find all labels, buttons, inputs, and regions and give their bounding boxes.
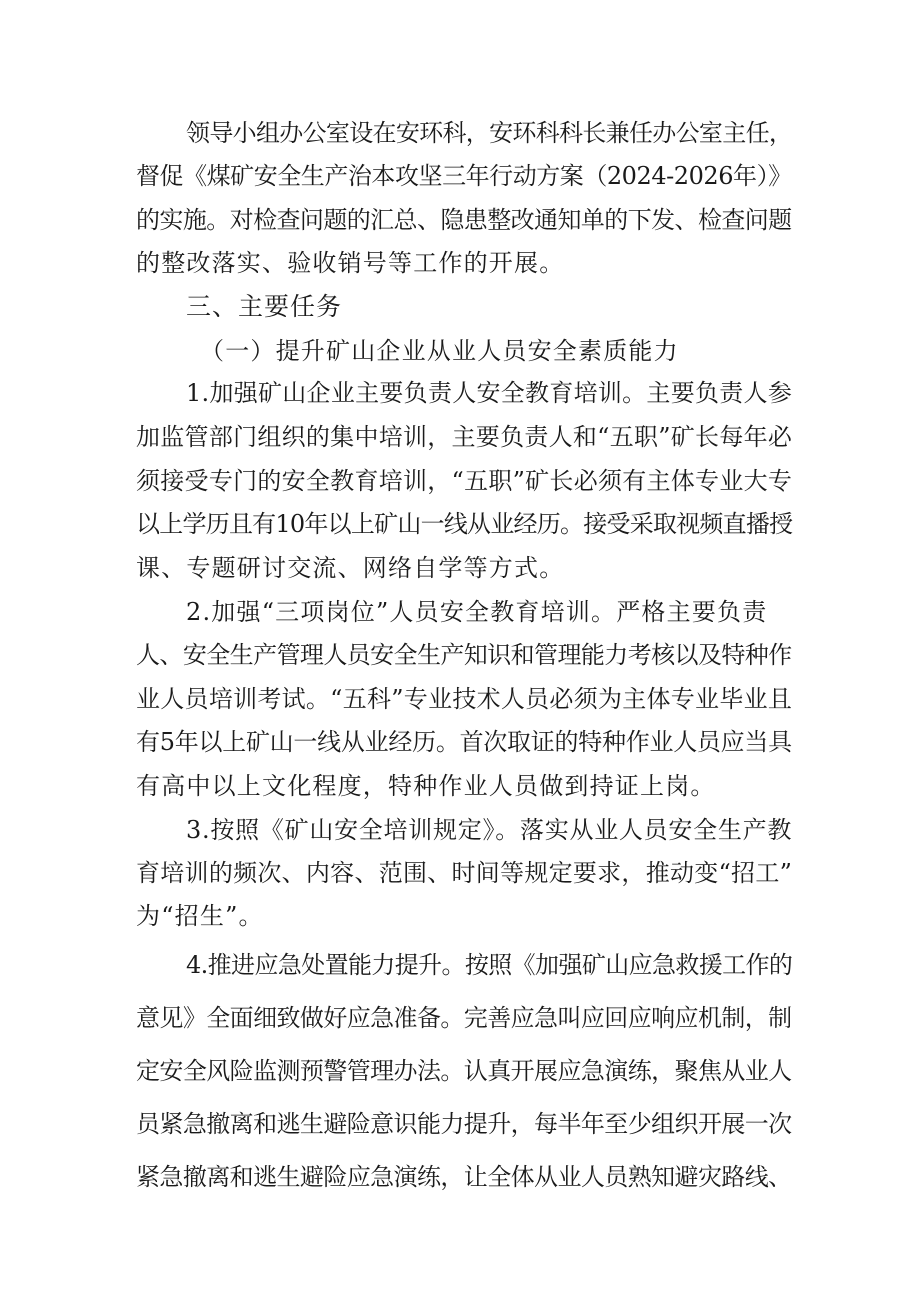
item3-line-3: 为“招生”。 <box>136 902 264 930</box>
subsection-heading: （一）提升矿山企业从业人员安全素质能力 <box>200 337 679 365</box>
item1-line-2: 加监管部门组织的集中培训，主要负责人和“五职”矿长每年必 <box>136 423 793 451</box>
item4-line-2: 意见》全面细致做好应急准备。完善应急叫应回应响应机制，制 <box>136 1004 792 1032</box>
intro-line-2: 督促《煤矿安全生产治本攻坚三年行动方案（2024-2026年）》 <box>136 162 792 190</box>
item2-line-1: 2.加强“三项岗位”人员安全教育培训。严格主要负责 <box>186 598 768 626</box>
item3-line-1: 3.按照《矿山安全培训规定》。落实从业人员安全生产教 <box>186 816 793 844</box>
item1-line-4: 以上学历且有10年以上矿山一线从业经历。接受采取视频直播授 <box>136 510 793 538</box>
item4-line-1: 4.推进应急处置能力提升。按照《加强矿山应急救援工作的 <box>186 951 793 979</box>
intro-line-3: 的实施。对检查问题的汇总、隐患整改通知单的下发、检查问题 <box>136 206 792 234</box>
item2-line-2: 人、安全生产管理人员安全生产知识和管理能力考核以及特种作 <box>136 641 792 669</box>
item2-line-3: 业人员培训考试。“五科”专业技术人员必须为主体专业毕业且 <box>136 685 793 713</box>
item4-line-4: 员紧急撤离和逃生避险意识能力提升，每半年至少组织开展一次 <box>136 1110 792 1138</box>
intro-line-4: 的整改落实、验收销号等工作的开展。 <box>136 249 565 277</box>
intro-line-1: 领导小组办公室设在安环科，安环科科长兼任办公室主任， <box>186 119 793 147</box>
item4-line-5: 紧急撤离和逃生避险应急演练，让全体从业人员熟知避灾路线、 <box>136 1163 792 1191</box>
item4-line-3: 定安全风险监测预警管理办法。认真开展应急演练，聚焦从业人 <box>136 1057 792 1085</box>
item3-line-2: 育培训的频次、内容、范围、时间等规定要求，推动变“招工” <box>136 859 793 887</box>
section-heading: 三、主要任务 <box>186 292 343 321</box>
item1-line-3: 须接受专门的安全教育培训，“五职”矿长必须有主体专业大专 <box>136 467 793 495</box>
item1-line-5: 课、专题研讨交流、网络自学等方式。 <box>136 554 565 582</box>
item1-line-1: 1.加强矿山企业主要负责人安全教育培训。主要负责人参 <box>186 379 793 407</box>
item2-line-4: 有5年以上矿山一线从业经历。首次取证的特种作业人员应当具 <box>136 728 792 756</box>
item2-line-5: 有高中以上文化程度，特种作业人员做到持证上岗。 <box>136 772 716 800</box>
